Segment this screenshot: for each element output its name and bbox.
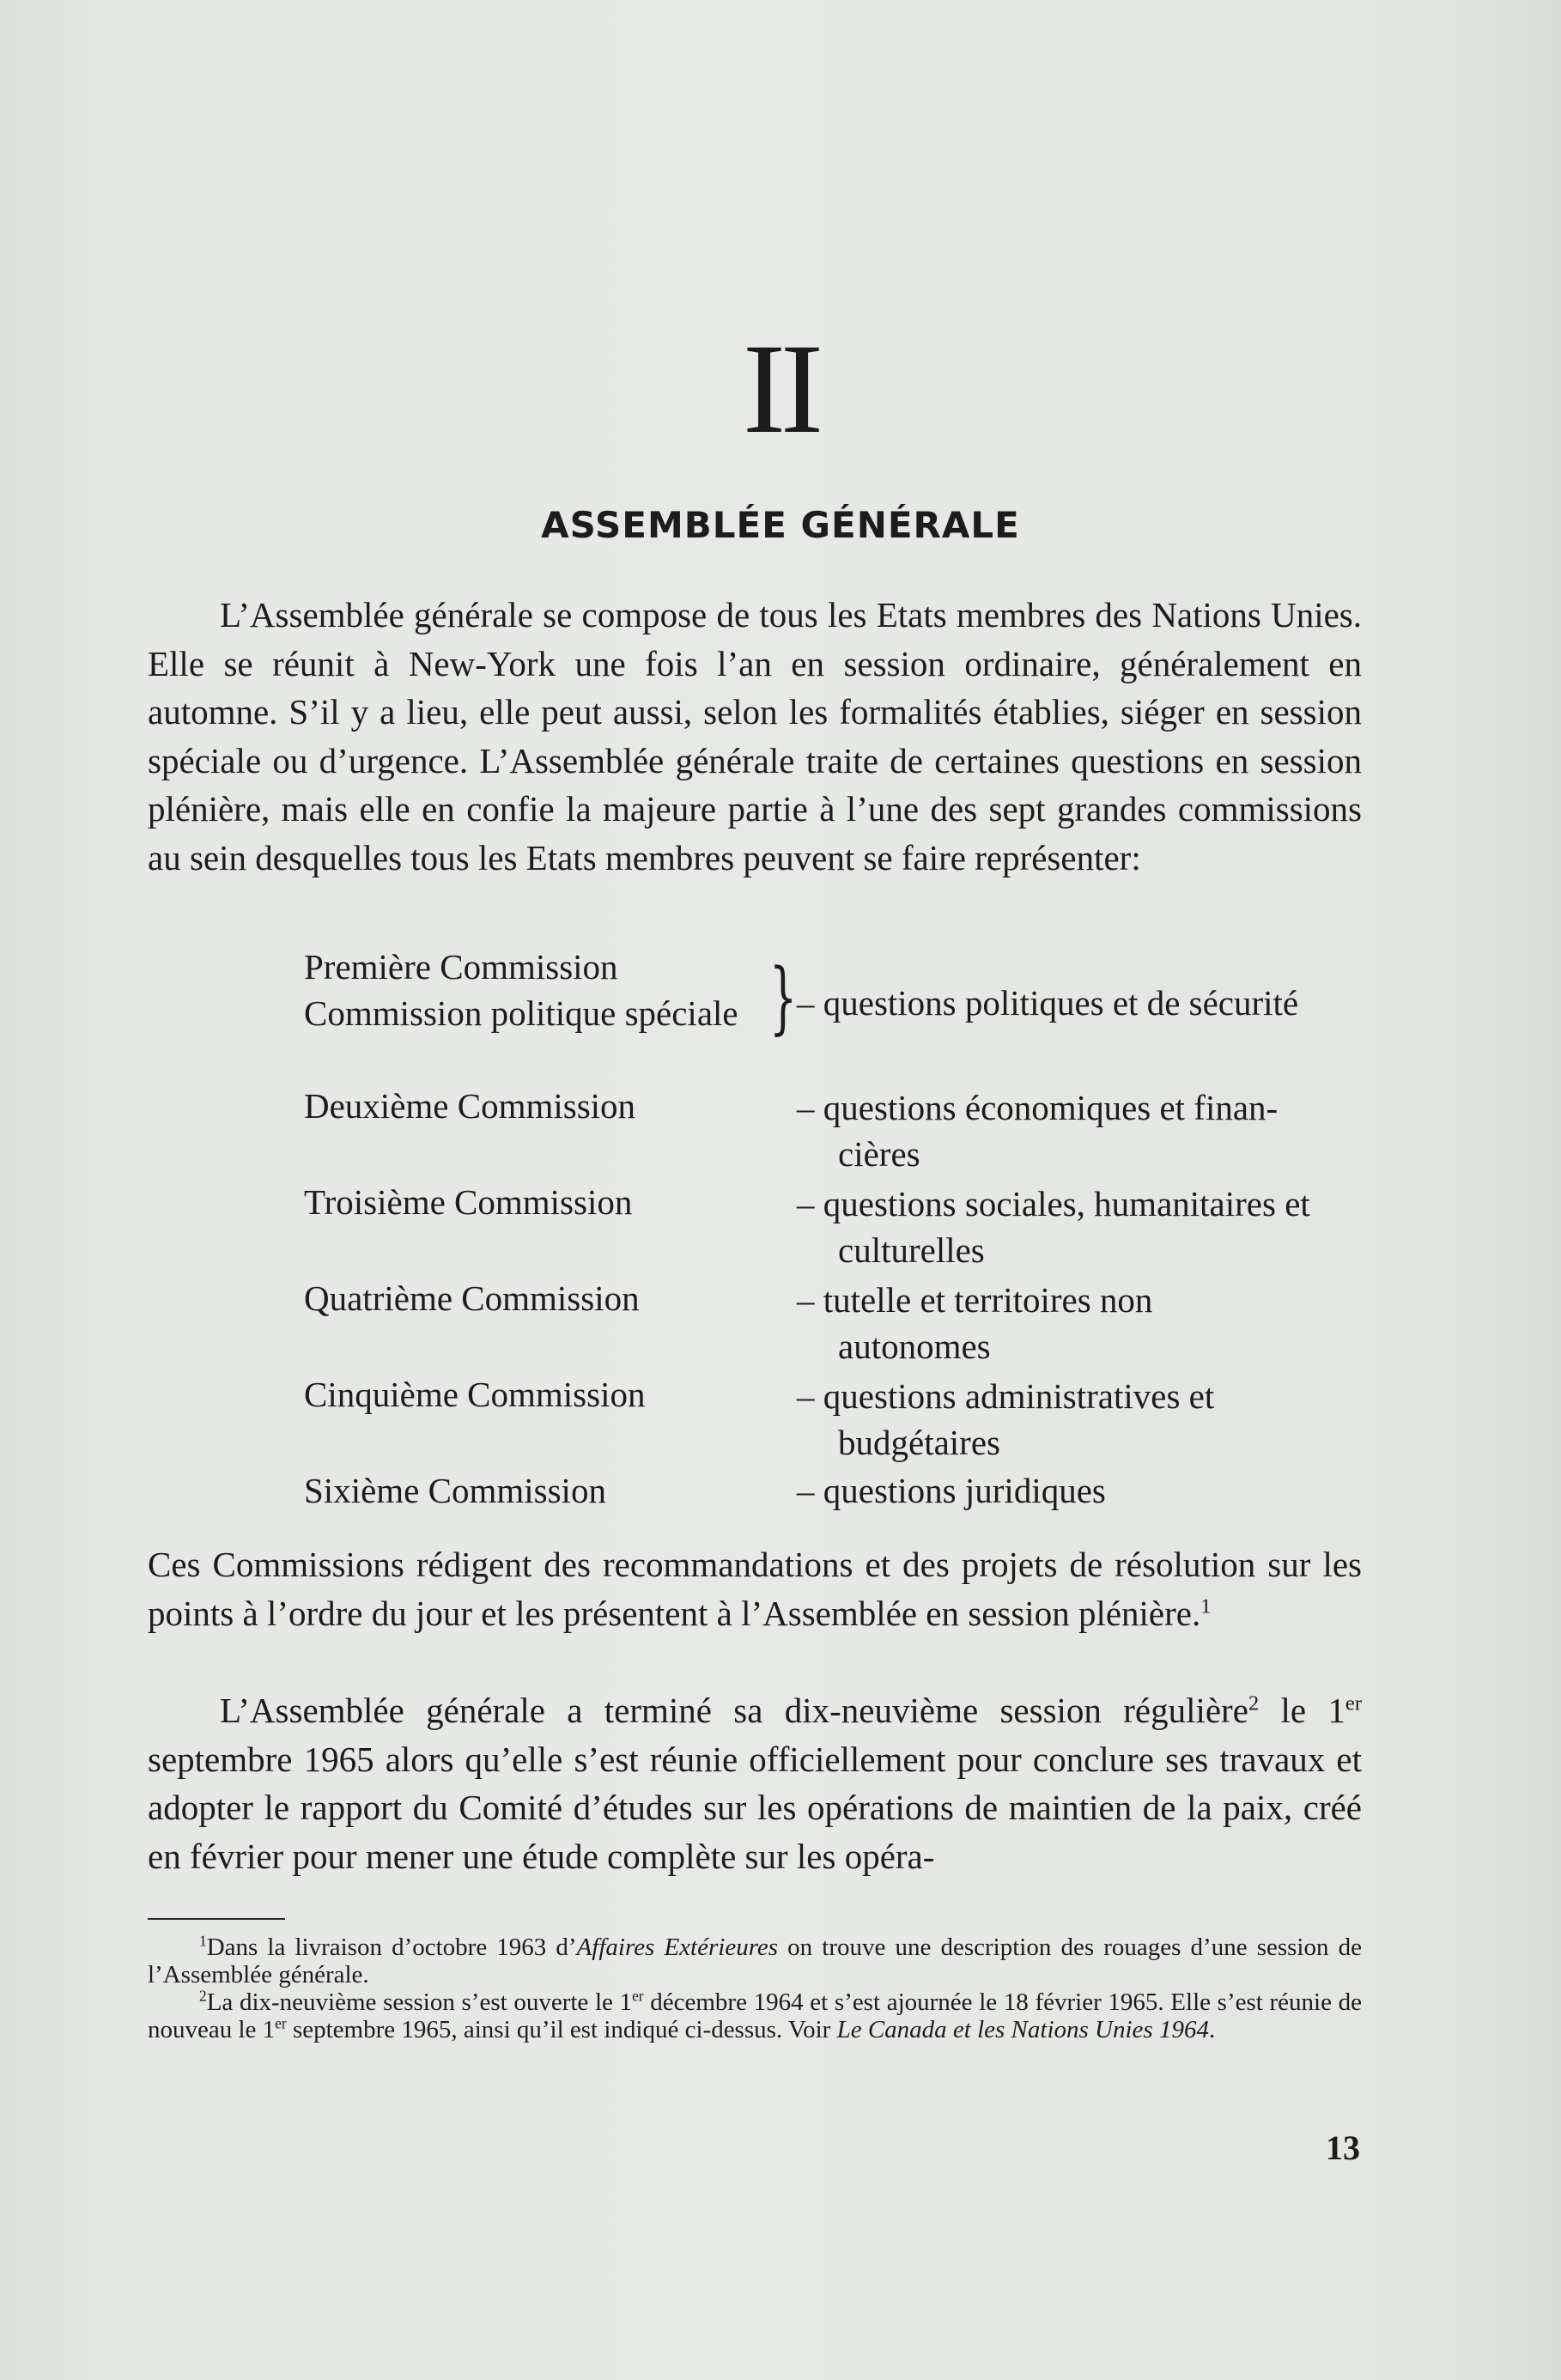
intro-paragraph: L’Assemblée générale se compose de tous les Etats membres des Nations Unies. Elle se réunit à New-York une fois l’an en session ordinaire, généralement en automne. S’il y a lieu, elle peut aussi, selon les formalités établies, siéger en session spéciale ou d’urgence. L’Assemblée générale traite de certaines questions en session plénière, mais elle en confie la majeure partie à l’une des sept grandes commissions au sein desquelles tous les Etats membres peuvent se faire représenter: bbox=[148, 595, 1362, 877]
footnote-1 bbox=[148, 1934, 1362, 1988]
footnote-2-text-a: La dix-neuvième session s’est ouverte le 1 bbox=[206, 1988, 633, 2016]
commission-desc-4-line2: culturelles bbox=[838, 1230, 985, 1270]
footnote-1-text-a: Dans la livraison d’octobre 1963 d’ bbox=[206, 1934, 577, 1961]
chapter-title: ASSEMBLÉE GÉNÉRALE bbox=[541, 504, 1020, 546]
page-number: 13 bbox=[1326, 2128, 1360, 2167]
footnote-1-text-b: on trouve une description des rouages d’une session de l’Assemblée générale. bbox=[148, 1934, 1362, 1988]
footnote-2 bbox=[148, 1988, 1362, 2043]
commission-desc-5-line1: – tutelle et territoires non bbox=[797, 1280, 1153, 1320]
paragraph-commissions-role bbox=[148, 1540, 1362, 1637]
footnote-2-text-c: septembre 1965, ainsi qu’il est indiqué ci-dessus. Voir bbox=[286, 2016, 837, 2043]
commission-name-4: Troisième Commission bbox=[304, 1182, 633, 1222]
commission-desc-5-line2: autonomes bbox=[838, 1327, 991, 1366]
commission-desc-6-line2: budgétaires bbox=[838, 1423, 1000, 1462]
paragraph-2-text: Ces Commissions rédigent des recommandations et des projets de résolution sur les points à l’ordre du jour et les présentent à l’Assemblée en session plénière. bbox=[148, 1545, 1362, 1633]
footnote-1-italic: Affaires Extérieures bbox=[576, 1934, 779, 1961]
brace-symbol: } bbox=[769, 951, 798, 1043]
ordinal-sup: er bbox=[1345, 1691, 1363, 1715]
footnote-2-text-d: . bbox=[1208, 2016, 1216, 2043]
footnote-1-mark: 1 bbox=[199, 1932, 207, 1950]
footnote-rule bbox=[148, 1918, 285, 1920]
chapter-number: II bbox=[743, 318, 818, 460]
paragraph-3-part2: le 1 bbox=[1259, 1691, 1345, 1730]
commission-name-5: Quatrième Commission bbox=[304, 1278, 640, 1318]
paragraph-3-part3: septembre 1965 alors qu’elle s’est réunie officiellement pour conclure ses travaux et adopter le rapport du Comité d’études sur les opérations de maintien de la paix, créé en février pour mener une étude complète sur les opéra- bbox=[148, 1739, 1362, 1876]
commission-desc-3-line1: – questions économiques et finan- bbox=[797, 1088, 1279, 1127]
footnote-2-sup-2: er bbox=[275, 2014, 287, 2032]
footnote-2-italic: Le Canada et les Nations Unies 1964 bbox=[836, 2016, 1209, 2043]
commission-name-7: Sixième Commission bbox=[304, 1471, 606, 1510]
footnote-ref-1: 1 bbox=[1200, 1594, 1212, 1618]
footnote-2-mark: 2 bbox=[199, 1987, 207, 2005]
commission-desc-6-line1: – questions administratives et bbox=[797, 1376, 1215, 1416]
commission-name-1: Première Commission bbox=[304, 947, 618, 987]
footnote-ref-2: 2 bbox=[1248, 1691, 1260, 1715]
commission-desc-4-line1: – questions sociales, humanitaires et bbox=[797, 1184, 1310, 1223]
commission-name-2: Commission politique spéciale bbox=[304, 993, 738, 1033]
paragraph-session-end bbox=[148, 1686, 1362, 1880]
footnote-2-text-b: décembre 1964 et s’est ajournée le 18 février 1965. Elle s’est réunie de nouveau le 1 bbox=[148, 1988, 1362, 2043]
commission-name-6: Cinquième Commission bbox=[304, 1375, 646, 1414]
footnote-2-sup-1: er bbox=[632, 1987, 644, 2005]
commission-desc-7: – questions juridiques bbox=[797, 1471, 1106, 1510]
commission-name-3: Deuxième Commission bbox=[304, 1086, 636, 1126]
paragraph-3-part1: L’Assemblée générale a terminé sa dix-neuvième session régulière bbox=[220, 1691, 1248, 1730]
commission-desc-3-line2: cières bbox=[838, 1134, 920, 1174]
commission-desc-1-2: – questions politiques et de sécurité bbox=[797, 983, 1299, 1023]
